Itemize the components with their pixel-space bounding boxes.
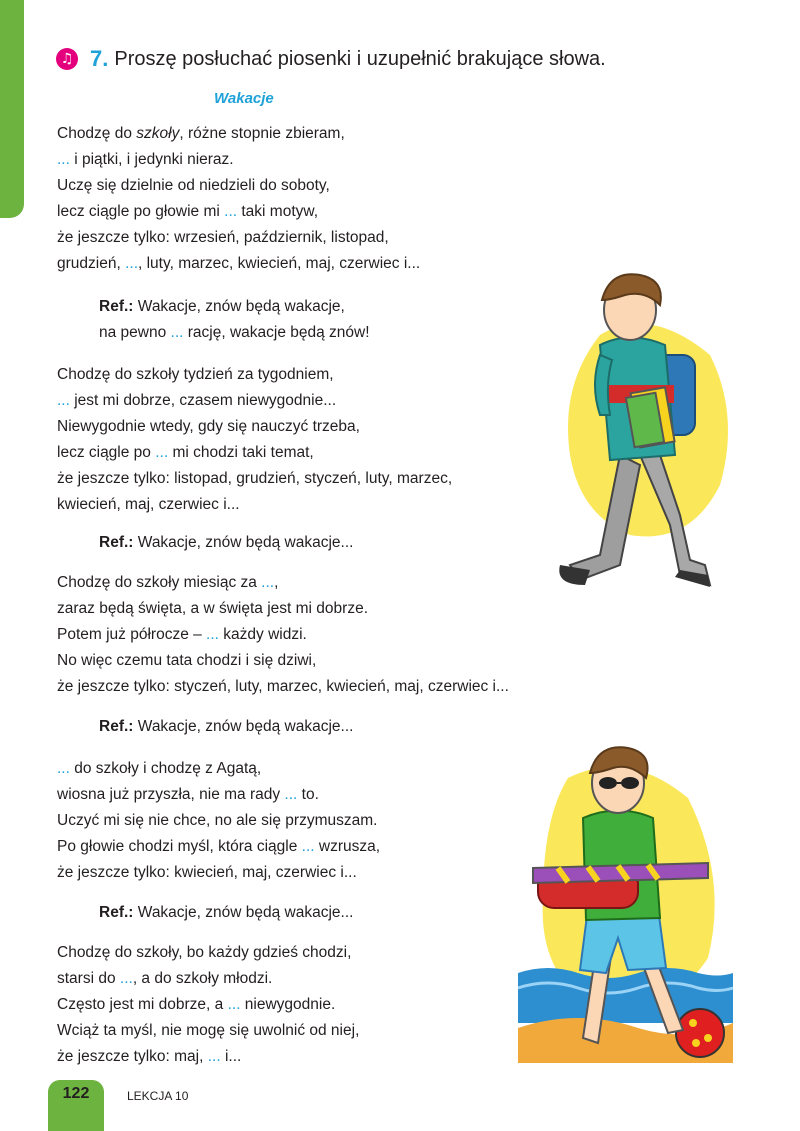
verse-line: ... i piątki, i jedynki nieraz. [57, 151, 234, 168]
blank-gap: ... [227, 996, 241, 1013]
verse-3 [57, 570, 509, 700]
verse-line: zaraz będą święta, a w święta jest mi dobrze. [57, 600, 368, 617]
refrain-line: Ref.: Wakacje, znów będą wakacje... [99, 534, 354, 551]
verse-line: grudzień, ..., luty, marzec, kwiecień, maj, czerwiec i... [57, 255, 421, 272]
verse-4 [57, 756, 380, 886]
blank-gap: ... [57, 760, 70, 777]
blank-gap: ... [206, 626, 219, 643]
verse-line: Potem już półrocze – ... każdy widzi. [57, 626, 307, 643]
blank-gap: ... [284, 786, 298, 803]
verse-line: Chodzę do szkoły tydzień za tygodniem, [57, 366, 334, 383]
verse-line: Uczyć mi się nie chce, no ale się przymuszam. [57, 812, 378, 829]
blank-gap: ... [207, 1048, 221, 1065]
verse-line: Wciąż ta myśl, nie mogę się uwolnić od niej, [57, 1022, 360, 1039]
refrain-3 [99, 714, 353, 740]
song-title: Wakacje [214, 90, 274, 107]
verse-line: No więc czemu tata chodzi i się dziwi, [57, 652, 317, 669]
music-note-icon: ♫ [56, 48, 78, 70]
verse-line: Chodzę do szkoły, różne stopnie zbieram, [57, 125, 345, 142]
verse-line: wiosna już przyszła, nie ma rady ... to. [57, 786, 319, 803]
refrain-1 [99, 294, 370, 346]
blank-gap: ... [57, 151, 70, 168]
refrain-line: Ref.: Wakacje, znów będą wakacje... [99, 718, 354, 735]
beach-boy-illustration [518, 738, 738, 1068]
verse-line: że jeszcze tylko: kwiecień, maj, czerwiec i... [57, 864, 357, 881]
blank-gap: ... [301, 838, 315, 855]
verse-line: Często jest mi dobrze, a ... niewygodnie. [57, 996, 336, 1013]
verse-line: ... do szkoły i chodzę z Agatą, [57, 760, 262, 777]
verse-line: że jeszcze tylko: listopad, grudzień, styczeń, luty, marzec, [57, 470, 453, 487]
refrain-line: Ref.: Wakacje, znów będą wakacje, [99, 298, 345, 315]
refrain-2 [99, 530, 353, 556]
task-instruction: Proszę posłuchać piosenki i uzupełnić brakujące słowa. [114, 47, 606, 70]
verse-line: starsi do ..., a do szkoły młodzi. [57, 970, 273, 987]
blank-gap: ... [170, 324, 184, 341]
refrain-line: Ref.: Wakacje, znów będą wakacje... [99, 904, 354, 921]
verse-line: Chodzę do szkoły miesiąc za ..., [57, 574, 279, 591]
refrain-4 [99, 900, 353, 926]
side-color-tab [0, 0, 24, 218]
verse-line: Po głowie chodzi myśl, która ciągle ... wzrusza, [57, 838, 381, 855]
blank-gap: ... [119, 970, 133, 987]
blank-gap: ... [261, 574, 275, 591]
verse-line: Niewygodnie wtedy, gdy się nauczyć trzeba, [57, 418, 360, 435]
verse-line: ... jest mi dobrze, czasem niewygodnie... [57, 392, 337, 409]
verse-line: że jeszcze tylko: maj, ... i... [57, 1048, 242, 1065]
verse-line: Chodzę do szkoły, bo każdy gdzieś chodzi, [57, 944, 352, 961]
blank-gap: ... [57, 392, 70, 409]
verse-line: że jeszcze tylko: wrzesień, październik, listopad, [57, 229, 389, 246]
verse-5 [57, 940, 359, 1070]
task-number: 7. [90, 46, 109, 71]
blank-gap: ... [224, 203, 238, 220]
verse-2 [57, 362, 452, 518]
refrain-line: na pewno ... rację, wakacje będą znów! [99, 324, 370, 341]
verse-line: Uczę się dzielnie od niedzieli do soboty, [57, 177, 330, 194]
lesson-label: LEKCJA 10 [127, 1089, 189, 1103]
verse-line: lecz ciągle po ... mi chodzi taki temat, [57, 444, 314, 461]
blank-gap: ... [125, 255, 138, 272]
verse-line: że jeszcze tylko: styczeń, luty, marzec, kwiecień, maj, czerwiec i... [57, 678, 509, 695]
verse-1 [57, 121, 420, 277]
schoolboy-illustration [540, 265, 740, 595]
blank-gap: ... [155, 444, 169, 461]
verse-line: kwiecień, maj, czerwiec i... [57, 496, 240, 513]
page-number: 122 [62, 1085, 90, 1102]
exercise-header [56, 44, 606, 74]
verse-line: lecz ciągle po głowie mi ... taki motyw, [57, 203, 319, 220]
